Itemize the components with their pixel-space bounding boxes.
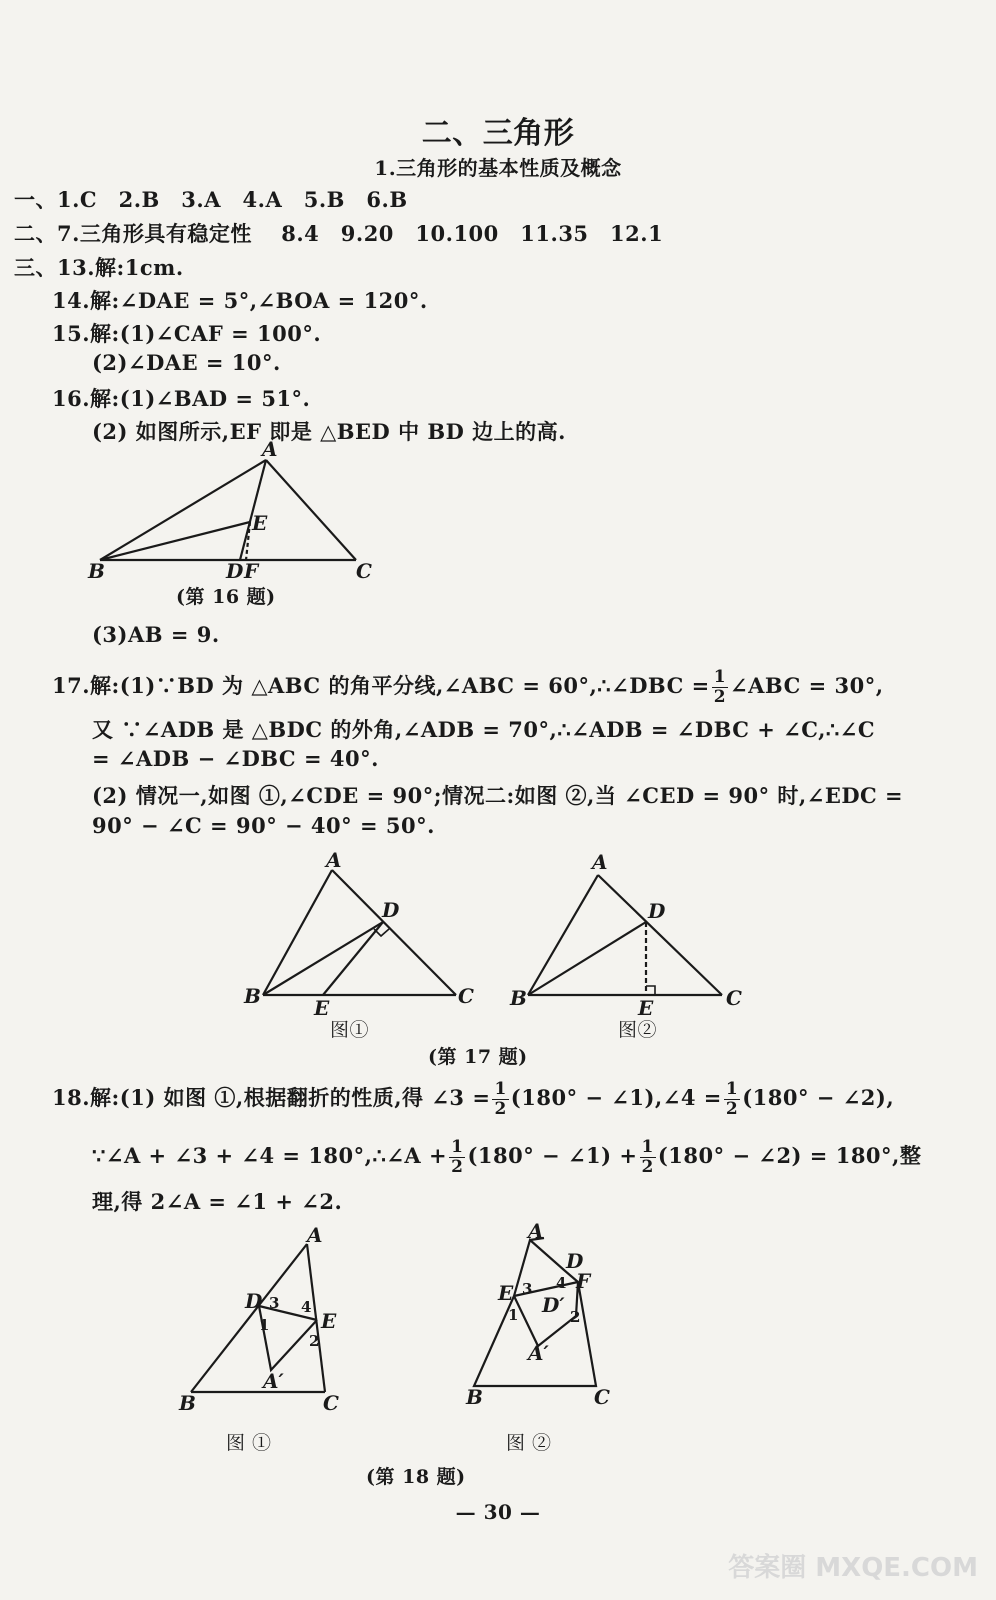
vertex-label: A [326,848,342,872]
fraction: $\frac{1}{2}$ [713,667,727,707]
answer-line: (2) 情况一,如图 ①,∠CDE = 90°;情况二:如图 ②,当 ∠CED = 90° 时,∠EDC = [92,783,904,808]
answer-line: 理,得 2∠A = ∠1 + ∠2. [92,1189,343,1214]
figure-caption: 图① [330,1019,370,1041]
angle-label: 4 [301,1298,312,1316]
vertex-label: A′ [263,1369,284,1393]
vertex-label: B [88,559,105,583]
section-title: 1.三角形的基本性质及概念 [374,156,622,180]
answer-line: 16.解:(1)∠BAD = 51°. [52,386,311,411]
vertex-label: E [314,996,330,1020]
answer-line: (2) 如图所示,EF 即是 △BED 中 BD 边上的高. [92,419,566,444]
fraction: $\frac{1}{2}$ [451,1137,464,1177]
fraction: $\frac{1}{2}$ [641,1137,654,1177]
vertex-label: D [245,1289,263,1313]
vertex-label: D′ [542,1293,565,1317]
vertex-label: E [252,511,268,535]
vertex-label: A [528,1219,544,1243]
vertex-label: A [592,850,608,874]
fraction: $\frac{1}{2}$ [725,1079,739,1119]
answer-line: 90° − ∠C = 90° − 40° = 50°. [92,813,435,838]
angle-label: 1 [259,1316,270,1334]
fraction: $\frac{1}{2}$ [494,1079,507,1119]
figure-caption: (第 17 题) [428,1046,528,1068]
chapter-title: 二、三角形 [421,116,575,151]
vertex-label: C [323,1391,339,1415]
answer-line: (3)AB = 9. [92,622,220,647]
answer-line: (2)∠DAE = 10°. [92,350,281,375]
vertex-label: B [466,1385,483,1409]
answer-line: 三、13.解:1cm. [14,255,184,280]
answer-line: = ∠ADB − ∠DBC = 40°. [92,746,379,771]
vertex-label: A [262,437,278,461]
figure-17-2 [510,845,760,1020]
angle-label: 2 [309,1332,320,1350]
vertex-label: A′ [528,1341,549,1365]
figure-caption: 图 ② [506,1432,552,1454]
answer-line: 二、7.三角形具有稳定性 8.4 9.20 10.100 11.35 12.1 [14,221,664,246]
vertex-label: D [382,898,400,922]
vertex-label: B [179,1391,196,1415]
vertex-label: C [726,986,742,1010]
vertex-label: B [244,984,261,1008]
answer-line: 14.解:∠DAE = 5°,∠BOA = 120°. [52,288,428,313]
figure-17-1 [238,845,488,1020]
vertex-label: A [307,1223,323,1247]
figure-caption: 图 ① [226,1432,272,1454]
watermark-logo: 答案圈 MXQE.COM [728,1553,978,1583]
vertex-label: D [226,559,244,583]
answer-line: 17.解:(1)∵BD 为 △ABC 的角平分线,∠ABC = 60°,∴∠DBC = $\frac{1}{2}$ ∠ABC = 30°, [52,667,884,707]
answer-line: 又 ∵∠ADB 是 △BDC 的外角,∠ADB = 70°,∴∠ADB = ∠DBC + ∠C,∴∠C [92,717,876,742]
angle-label: 3 [269,1294,280,1312]
vertex-label: D [566,1249,584,1273]
vertex-label: E [321,1309,337,1333]
vertex-label: C [458,984,474,1008]
vertex-label: B [510,986,527,1010]
answer-line: 18.解:(1) 如图 ①,根据翻折的性质,得 ∠3 = $\frac{1}{2}$ (180° − ∠1),∠4 = $\frac{1}{2}$ (180° − ∠2), [52,1079,895,1119]
vertex-label: F [244,559,259,583]
vertex-label: C [594,1385,610,1409]
answer-line: 15.解:(1)∠CAF = 100°. [52,321,322,346]
vertex-label: E [638,996,654,1020]
figure-caption: (第 18 题) [366,1466,466,1488]
vertex-label: E [498,1281,514,1305]
vertex-label: C [356,559,372,583]
figure-caption: 图② [618,1019,658,1041]
figure-caption: (第 16 题) [176,586,276,608]
angle-label: 4 [556,1274,567,1292]
figure-18-2 [466,1219,636,1416]
figure-16 [80,437,400,583]
answer-line: ∵∠A + ∠3 + ∠4 = 180°,∴∠A + $\frac{1}{2}$ (180° − ∠1) + $\frac{1}{2}$ (180° − ∠2) = 180°,整 [92,1137,922,1177]
vertex-label: F [576,1269,591,1293]
angle-label: 3 [522,1280,533,1298]
page-number: — 30 — [455,1500,541,1524]
answer-line: 一、1.C 2.B 3.A 4.A 5.B 6.B [14,187,408,212]
angle-label: 2 [570,1308,581,1326]
angle-label: 1 [508,1306,519,1324]
figure-18-1 [175,1222,365,1417]
vertex-label: D [648,899,666,923]
